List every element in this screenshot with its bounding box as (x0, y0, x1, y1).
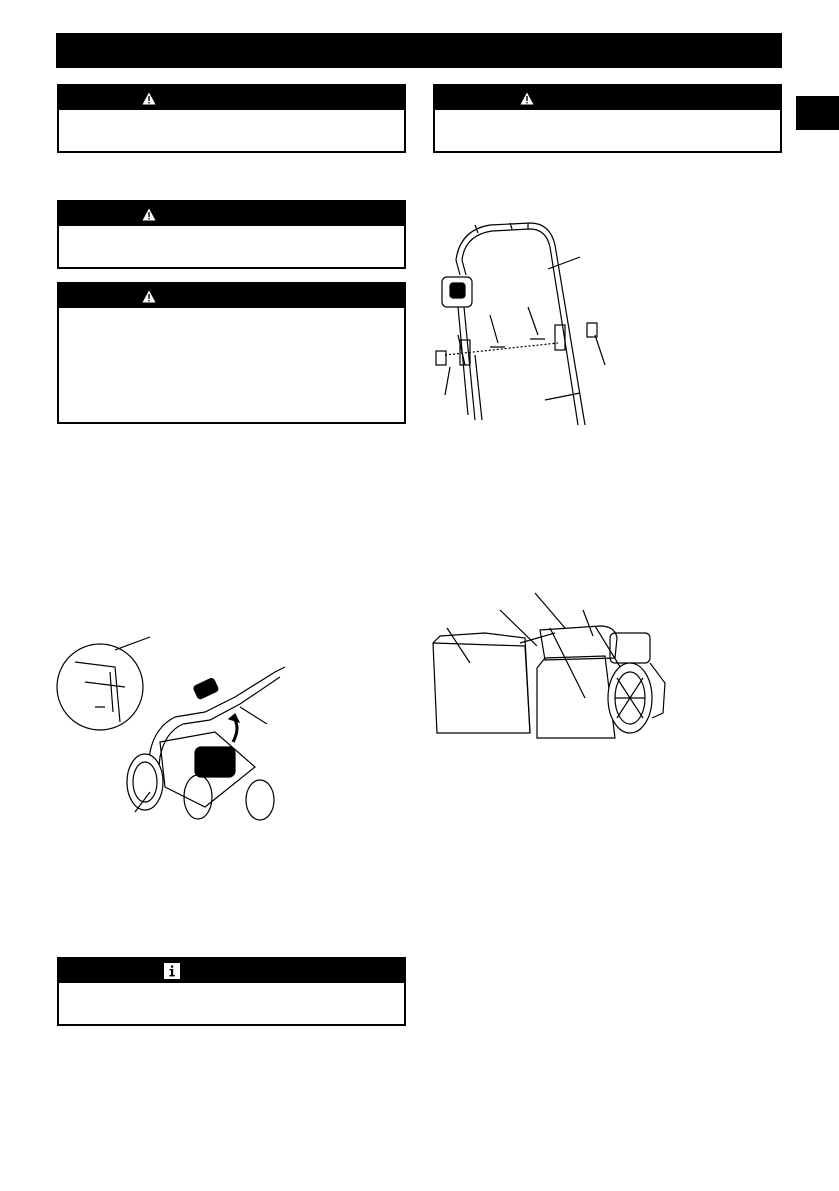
figure-handle-assembly (420, 215, 620, 430)
warning-triangle-icon (141, 206, 157, 222)
note-header (59, 959, 404, 983)
figure-handle-unfold (55, 632, 295, 822)
warning-text (59, 110, 404, 126)
warning-triangle-icon (141, 288, 157, 304)
mower-illustration (55, 632, 295, 822)
warning-box-1 (57, 84, 406, 153)
warning-header (59, 86, 404, 110)
warning-text (59, 308, 404, 324)
note-text (59, 983, 404, 999)
handle-illustration (420, 215, 620, 430)
warning-header (59, 202, 404, 226)
warning-text (435, 110, 780, 126)
warning-header (59, 284, 404, 308)
note-box (57, 957, 406, 1026)
info-icon (164, 963, 180, 979)
warning-triangle-icon (519, 90, 535, 106)
warning-box-2 (433, 84, 782, 153)
figure-grass-bag (425, 588, 670, 748)
section-title-bar (56, 33, 782, 68)
grass-bag-illustration (425, 588, 670, 748)
warning-text (59, 226, 404, 242)
warning-box-3 (57, 200, 406, 269)
warning-triangle-icon (141, 90, 157, 106)
warning-header (435, 86, 780, 110)
warning-box-4 (57, 282, 406, 424)
language-tab (796, 96, 839, 130)
